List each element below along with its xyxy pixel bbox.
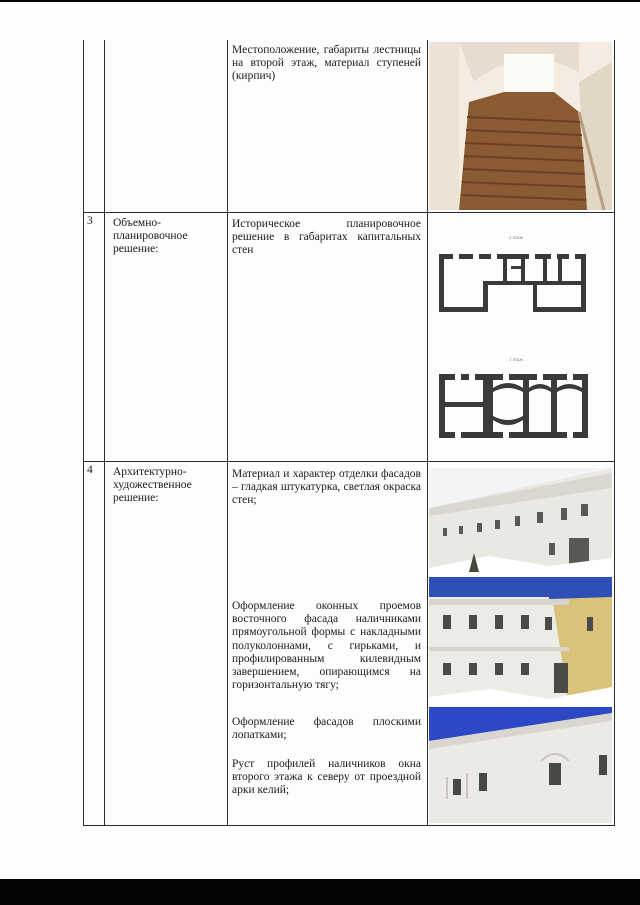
row4-text-pilasters: Оформление фасадов плоскими лопатками; bbox=[232, 716, 421, 742]
row1-text-location: Местоположение, габариты лестницы на второй этаж, материал ступеней (кирпич) bbox=[232, 44, 421, 83]
scan-border-bottom bbox=[0, 879, 640, 905]
plan-label-first: 1 этаж bbox=[509, 358, 523, 363]
row4-title: Архитектурно-художественное решение: bbox=[113, 466, 192, 505]
row4-text-rustication: Руст профилей наличников окна второго этажа к северу от проездной арки келий; bbox=[232, 758, 421, 797]
floor-plan-first bbox=[433, 358, 611, 442]
row3-title: Объемно-планировочное решение: bbox=[113, 217, 188, 256]
row4-text-windows: Оформление оконных проемов восточного фасада наличниками прямоугольной формы с накладными полуколоннами, с гирьками, и профилированным килевидным завершением, опирающимся на горизонтальную тягу; bbox=[232, 600, 421, 692]
scan-border-top bbox=[0, 0, 640, 2]
row4-text-materials: Материал и характер отделки фасадов – гладкая штукатурка, светлая окраска стен; bbox=[232, 468, 421, 507]
row4-number: 4 bbox=[87, 464, 93, 476]
spec-table bbox=[83, 40, 615, 826]
floor-plan-second bbox=[433, 236, 611, 326]
facade-photo-1 bbox=[429, 468, 612, 576]
row3-text-plan: Историческое планировочное решение в габаритах капитальных стен bbox=[232, 218, 421, 257]
row3-number: 3 bbox=[87, 215, 93, 227]
facade-photo-2 bbox=[429, 577, 612, 705]
plan-label-second: 2 этаж bbox=[509, 236, 523, 241]
facade-photo-3 bbox=[429, 707, 612, 823]
staircase-photo bbox=[429, 42, 612, 210]
